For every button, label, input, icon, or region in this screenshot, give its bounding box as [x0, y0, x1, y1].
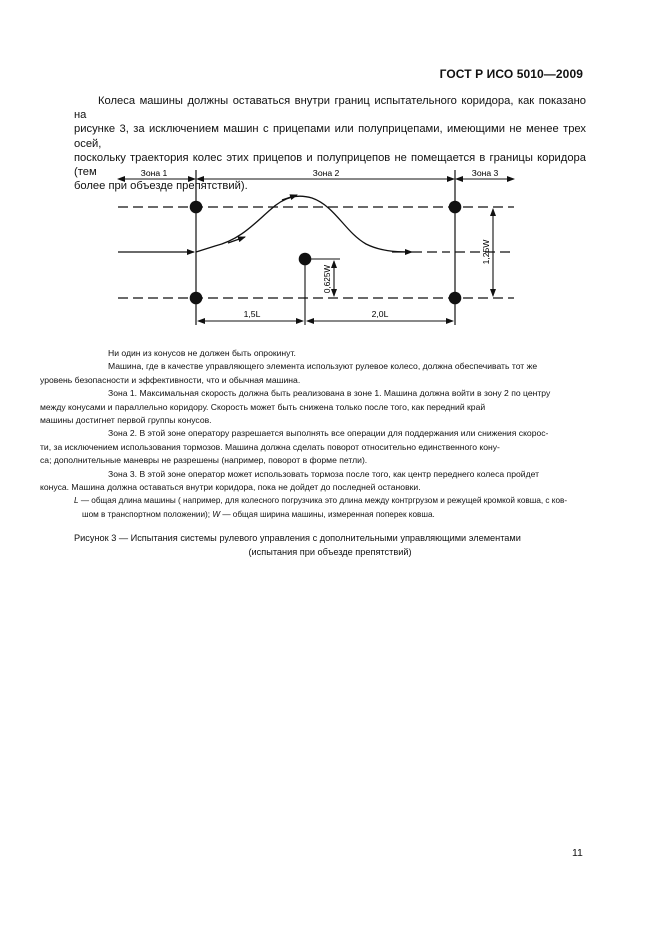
- legend-l-text-2: шом в транспортном положении);: [82, 509, 213, 519]
- intro-line-1: Колеса машины должны оставаться внутри границ испытательного коридора, как показано на: [74, 95, 586, 122]
- legend-w-symbol: W: [212, 509, 221, 519]
- dim-height-label: 1,25W: [481, 239, 491, 265]
- figure-3-diagram: [0, 0, 661, 340]
- cone-1: [190, 201, 203, 214]
- legend-w-text: — общая ширина машины, измеренная поперек ковша.: [220, 509, 435, 519]
- note-zone1-1: Зона 1. Максимальная скорость должна быть реализована в зоне 1. Машина должна войти в зону 2 по центру: [108, 388, 551, 399]
- note-zone2-3: са; дополнительные маневры не разрешены (например, поворот в форме петли).: [40, 455, 368, 466]
- figure-notes: [40, 347, 586, 494]
- document-standard-header: ГОСТ Р ИСО 5010—2009: [439, 67, 583, 81]
- caption-line-2: (испытания при объезде препятствий): [248, 547, 412, 557]
- dim-len2-label: 2,0L: [371, 309, 389, 319]
- intro-line-2: рисунке 3, за исключением машин с прицепами или полуприцепами, имеющими не менее трех осей,: [74, 123, 586, 150]
- note-zone1-2: между конусами и параллельно коридору. Скорость может быть снижена только после того, как передний край: [40, 401, 486, 412]
- zone-boundaries: [196, 170, 455, 325]
- zone-1-label: Зона 1: [140, 168, 168, 178]
- intro-line-4: более при объезде препятствий).: [74, 180, 248, 193]
- note-steering-1: Машина, где в качестве управляющего элемента используют рулевое колесо, должна обеспечивать тот же: [108, 361, 538, 372]
- note-zone2-1: Зона 2. В этой зоне оператору разрешается выполнять все операции для поддержания или снижения скорос-: [108, 428, 549, 439]
- caption-line-1: Рисунок 3 — Испытания системы рулевого управления с дополнительными управляющими элементами: [74, 533, 521, 543]
- legend-l-text-1: — общая длина машины ( например, для колесного погрузчика это длина между контргрузом и режущей кромкой ковша, с ков-: [78, 496, 568, 505]
- intro-line-3: поскольку траектория колес этих прицепов и полуприцепов не помещается в границы коридора (тем: [74, 151, 586, 179]
- dim-len1-label: 1,5L: [243, 309, 261, 319]
- zone-3-label: Зона 3: [471, 168, 499, 178]
- note-steering-2: уровень безопасности и эффективности, что и обычная машина.: [40, 374, 301, 385]
- note-cones: Ни один из конусов не должен быть опрокинут.: [108, 348, 296, 358]
- dim-offset-label: 0,625W: [323, 264, 332, 294]
- cone-3: [449, 201, 462, 214]
- symbol-legend: [74, 494, 586, 521]
- figure-caption: [74, 531, 586, 559]
- note-zone3-1: Зона 3. В этой зоне оператор может использовать тормоза после того, как центр переднего колеса пройдет: [108, 468, 540, 479]
- cone-4: [449, 292, 462, 305]
- note-zone3-2: конуса. Машина должна оставаться внутри коридора, пока не дойдет до последней остановки.: [40, 482, 421, 493]
- legend-l-symbol: L: [74, 496, 79, 505]
- note-zone2-2: ти, за исключением использования тормозов. Машина должна сделать поворот относительно единственного кону-: [40, 441, 500, 452]
- page-number: 11: [572, 847, 583, 859]
- cone-2: [190, 292, 203, 305]
- note-zone1-3: машины достигнет первой группы конусов.: [40, 415, 212, 426]
- zone-2-label: Зона 2: [312, 168, 340, 178]
